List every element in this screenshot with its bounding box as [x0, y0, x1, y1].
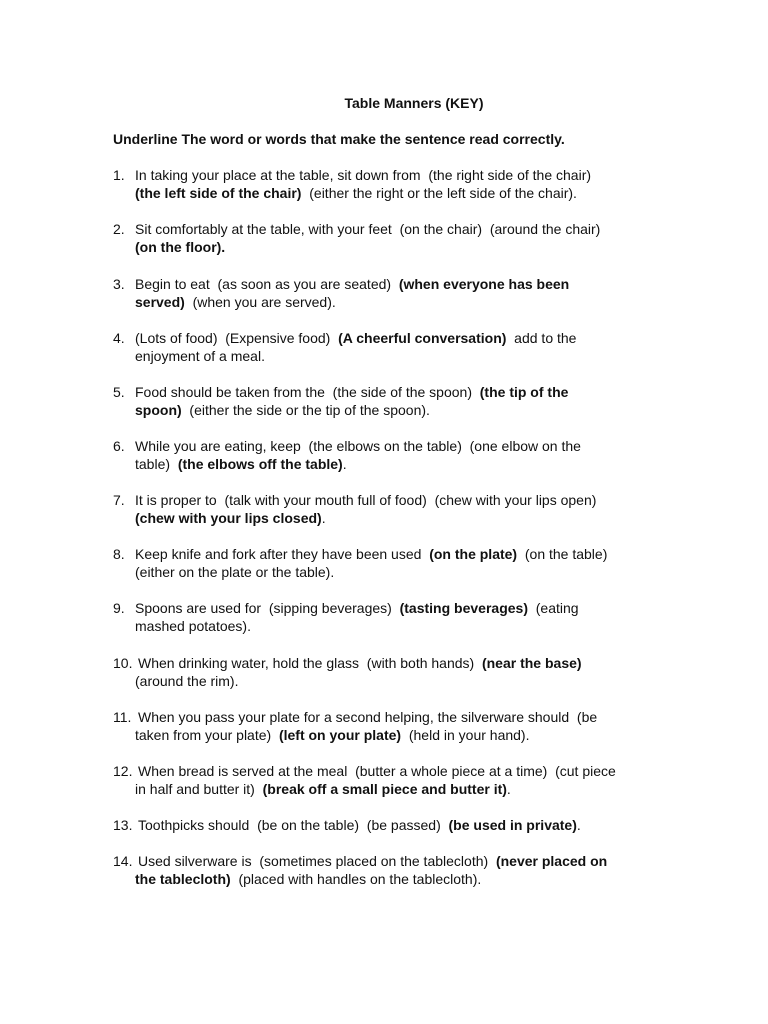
- question-text: When drinking water, hold the glass (with both hands): [138, 655, 482, 671]
- question-line: [135, 672, 673, 690]
- question-text: (held in your hand).: [401, 727, 530, 743]
- question-14: [113, 852, 673, 888]
- question-text: (either the right or the left side of the chair).: [301, 185, 577, 201]
- question-line: [135, 383, 673, 401]
- question-text: add to the: [506, 330, 577, 346]
- question-line: [135, 563, 673, 581]
- question-number: 2.: [113, 221, 125, 237]
- question-number: 13.: [113, 817, 133, 833]
- question-number: 8.: [113, 546, 125, 562]
- answer-text: (chew with your lips closed): [135, 510, 322, 526]
- question-number: 5.: [113, 384, 125, 400]
- question-text: .: [506, 781, 511, 797]
- question-text: (eating: [527, 600, 579, 616]
- question-number: 11.: [113, 709, 132, 725]
- question-line: [135, 184, 673, 202]
- question-number: 3.: [113, 276, 125, 292]
- question-number: 6.: [113, 438, 125, 454]
- question-line: [135, 347, 673, 365]
- question-line: [135, 491, 673, 509]
- question-10: [113, 654, 673, 690]
- question-2: [113, 220, 673, 256]
- question-1: [113, 166, 673, 202]
- question-text: (either the side or the tip of the spoon).: [181, 402, 430, 418]
- question-line: [135, 509, 673, 527]
- question-text: .: [576, 817, 581, 833]
- answer-text: (the left side of the chair): [135, 185, 302, 201]
- question-6: [113, 437, 673, 473]
- answer-text: (break off a small piece and butter it): [262, 781, 507, 797]
- question-text: Begin to eat (as soon as you are seated): [135, 276, 399, 292]
- answer-text: (the tip of the: [479, 384, 569, 400]
- question-text: (when you are served).: [184, 294, 336, 310]
- question-text: table): [135, 456, 178, 472]
- question-line: [135, 599, 673, 617]
- question-text: (Lots of food) (Expensive food): [135, 330, 339, 346]
- answer-text: (the elbows off the table): [177, 456, 343, 472]
- question-line: [138, 708, 673, 726]
- question-9: [113, 599, 673, 635]
- question-text: Food should be taken from the (the side of the spoon): [135, 384, 480, 400]
- question-line: [138, 852, 673, 870]
- answer-text: (when everyone has been: [398, 276, 570, 292]
- question-line: [135, 455, 673, 473]
- question-line: [135, 780, 673, 798]
- document-title: Table Manners (KEY): [344, 95, 484, 111]
- answer-text: (be used in private): [448, 817, 577, 833]
- question-text: Used silverware is (sometimes placed on the tablecloth): [138, 853, 496, 869]
- question-text: Spoons are used for (sipping beverages): [135, 600, 400, 616]
- question-text: enjoyment of a meal.: [135, 348, 265, 364]
- question-text: in half and butter it): [135, 781, 263, 797]
- question-line: [135, 329, 673, 347]
- question-number: 4.: [113, 330, 125, 346]
- question-line: [135, 437, 673, 455]
- question-text: When bread is served at the meal (butter a whole piece at a time) (cut piece: [138, 763, 616, 779]
- question-line: [135, 238, 673, 256]
- question-number: 12.: [113, 763, 133, 779]
- question-text: (placed with handles on the tablecloth).: [230, 871, 482, 887]
- question-number: 9.: [113, 600, 125, 616]
- question-3: [113, 275, 673, 311]
- question-text: .: [321, 510, 326, 526]
- question-11: [113, 708, 673, 744]
- answer-text: spoon): [135, 402, 182, 418]
- question-text: mashed potatoes).: [135, 618, 251, 634]
- question-text: When you pass your plate for a second helping, the silverware should (be: [138, 709, 598, 725]
- question-number: 10.: [113, 655, 133, 671]
- question-text: Sit comfortably at the table, with your feet (on the chair) (around the chair): [135, 221, 601, 237]
- question-text: It is proper to (talk with your mouth full of food) (chew with your lips open): [135, 492, 597, 508]
- question-line: [135, 545, 673, 563]
- answer-text: the tablecloth): [135, 871, 231, 887]
- instructions: Underline The word or words that make the sentence read correctly.: [113, 131, 565, 147]
- question-line: [135, 220, 673, 238]
- answer-text: served): [135, 294, 185, 310]
- answer-text: (A cheerful conversation): [338, 330, 507, 346]
- question-text: (on the table): [517, 546, 608, 562]
- question-number: 7.: [113, 492, 125, 508]
- answer-text: (left on your plate): [278, 727, 402, 743]
- question-text: Toothpicks should (be on the table) (be passed): [138, 817, 449, 833]
- question-text: While you are eating, keep (the elbows on the table) (one elbow on the: [135, 438, 581, 454]
- question-4: [113, 329, 673, 365]
- question-12: [113, 762, 673, 798]
- question-line: [135, 617, 673, 635]
- question-text: Keep knife and fork after they have been used: [135, 546, 430, 562]
- question-line: [135, 166, 673, 184]
- question-text: (either on the plate or the table).: [135, 564, 335, 580]
- question-text: (around the rim).: [135, 673, 239, 689]
- question-number: 1.: [113, 167, 125, 183]
- question-8: [113, 545, 673, 581]
- question-text: In taking your place at the table, sit down from (the right side of the chair): [135, 167, 592, 183]
- question-13: [113, 816, 673, 834]
- answer-text: (near the base): [481, 655, 582, 671]
- question-text: taken from your plate): [135, 727, 279, 743]
- answer-text: (on the plate): [429, 546, 518, 562]
- question-line: [135, 726, 673, 744]
- question-text: .: [342, 456, 347, 472]
- question-line: [135, 870, 673, 888]
- answer-text: (on the floor).: [135, 239, 226, 255]
- question-line: [135, 401, 673, 419]
- answer-text: (never placed on: [495, 853, 608, 869]
- answer-text: (tasting beverages): [399, 600, 528, 616]
- question-line: [138, 762, 673, 780]
- question-line: [138, 816, 673, 834]
- question-line: [138, 654, 673, 672]
- question-line: [135, 275, 673, 293]
- question-number: 14.: [113, 853, 133, 869]
- question-5: [113, 383, 673, 419]
- question-7: [113, 491, 673, 527]
- question-line: [135, 293, 673, 311]
